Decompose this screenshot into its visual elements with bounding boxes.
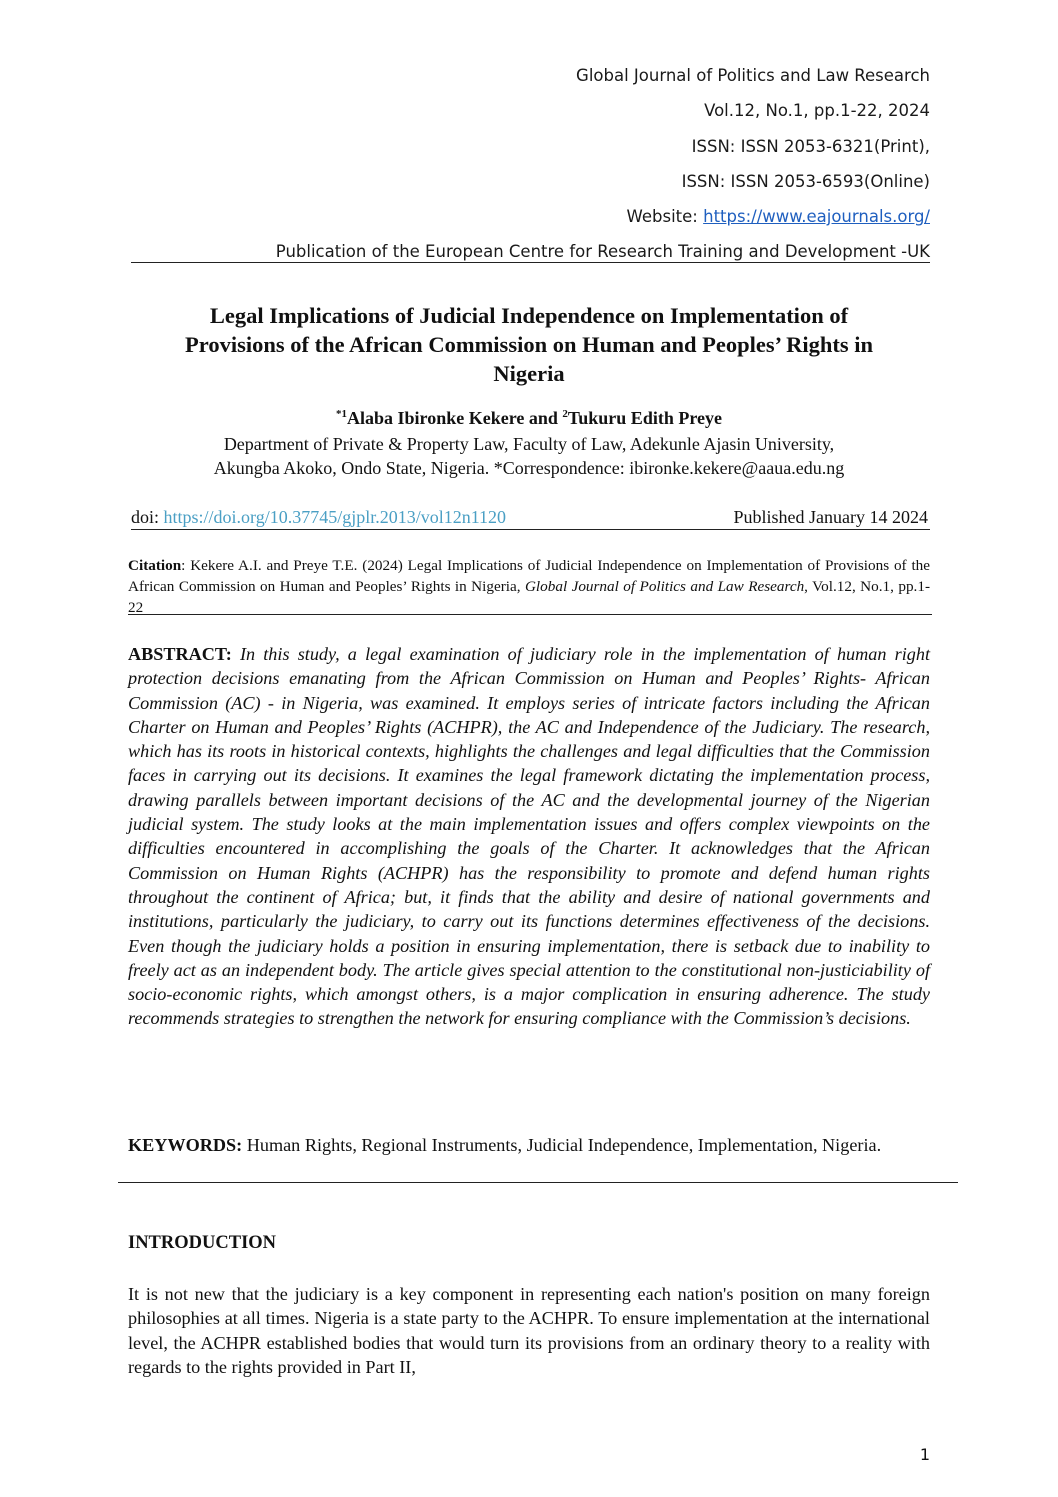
volume-info: Vol.12, No.1, pp.1-22, 2024 (704, 101, 930, 120)
abstract-label: ABSTRACT: (128, 644, 232, 664)
abstract-block (128, 642, 930, 1031)
citation-text: : Kekere A.I. and Preye T.E. (2024) Legal Implications of Judicial Independence on Implementation of Provisions of the African Commission on Human and Peoples’ Rights in Nigeria, (128, 557, 930, 595)
keywords-text: Human Rights, Regional Instruments, Judicial Independence, Implementation, Nigeria. (242, 1135, 882, 1155)
citation-label: Citation (128, 557, 182, 574)
website-line (230, 206, 930, 228)
publisher-line: Publication of the European Centre for Research Training and Development -UK (275, 242, 930, 261)
keywords-label: KEYWORDS: (128, 1135, 243, 1155)
affiliation-line-1: Department of Private & Property Law, Faculty of Law, Adekunle Ajasin University, (223, 434, 835, 454)
author-and: and (524, 408, 563, 428)
author2-mark: 2 (562, 408, 568, 420)
issn-print: ISSN: ISSN 2053-6321(Print), (691, 137, 930, 156)
title-line-2: Provisions of the African Commission on Human and Peoples’ Rights in (185, 332, 873, 357)
citation-journal: Global Journal of Politics and Law Research (524, 578, 805, 595)
doi-divider (131, 529, 930, 530)
keywords-block (128, 1133, 930, 1157)
introduction-paragraph: It is not new that the judiciary is a key component in representing each nation's position on many foreign philosophies at all times. Nigeria is a state party to the ACHPR. To ensure implementation at the international level, the ACHPR established bodies that would turn its provisions from an ordinary theory to a reality with regards to the rights provided in Part II, (128, 1284, 930, 1377)
website-label: Website: (626, 207, 704, 226)
author1-mark: *1 (336, 408, 348, 420)
author1-name: Alaba Ibironke Kekere (347, 408, 525, 428)
doi-link[interactable]: https://doi.org/10.37745/gjplr.2013/vol12n1120 (163, 507, 507, 527)
introduction-heading: INTRODUCTION (128, 1233, 277, 1253)
website-link[interactable]: https://www.eajournals.org/ (703, 207, 930, 226)
keywords-divider (118, 1182, 958, 1183)
citation-tail: , Vol.12, No.1, pp.1-22 (128, 578, 931, 616)
journal-name: Global Journal of Politics and Law Research (576, 66, 930, 85)
doi-label: doi: (131, 507, 164, 527)
header-divider (131, 262, 930, 263)
abstract-text: In this study, a legal examination of judiciary role in the implementation of human right protection decisions emanating from the African Commission on Human and Peoples’ Rights- African Commission (AC) - in Nigeria, was examined. It employs series of intricate factors including the African Charter on Human and Peoples’ Rights (ACHPR), the AC and Independence of the Judiciary. The research, which has its roots in historical contexts, highlights the challenges and legal difficulties that the Commission faces in carrying out its decisions. It examines the legal framework dictating the implementation process, drawing parallels between important decisions of the AC and the developmental journey of the Nigerian judicial system. The study looks at the main implementation issues and offers complex viewpoints on the difficulties encountered in accomplishing the goals of the Charter. It acknowledges that the African Commission on Human Rights (ACHPR) has the responsibility to promote and defend human rights throughout the continent of Africa; but, it finds that the ability and desire of national governments and institutions, particularly the judiciary, to carry out its functions determines effectiveness of the decisions. Even though the judiciary holds a position in ensuring implementation, there is setback due to inability to freely act as an independent body. The article gives special attention to the constitutional non-justiciability of socio-economic rights, which amongst others, is a major complication in ensuring adherence. The study recommends strategies to strengthen the network for ensuring compliance with the Commission’s decisions. (128, 644, 931, 1029)
article-title (128, 301, 930, 388)
citation-block (128, 555, 930, 618)
author2-name: Tukuru Edith Preye (567, 408, 722, 428)
title-line-3: Nigeria (493, 361, 565, 386)
affiliation (128, 432, 930, 480)
citation-divider (128, 614, 932, 615)
affiliation-line-2: Akungba Akoko, Ondo State, Nigeria. *Correspondence: ibironke.kekere@aaua.edu.ng (213, 458, 845, 478)
issn-online: ISSN: ISSN 2053-6593(Online) (681, 172, 930, 191)
author-line (128, 406, 930, 430)
doi-row (131, 505, 928, 529)
published-date: Published January 14 2024 (733, 507, 928, 527)
page-number: 1 (919, 1445, 930, 1464)
title-line-1: Legal Implications of Judicial Independence on Implementation of (209, 303, 849, 328)
